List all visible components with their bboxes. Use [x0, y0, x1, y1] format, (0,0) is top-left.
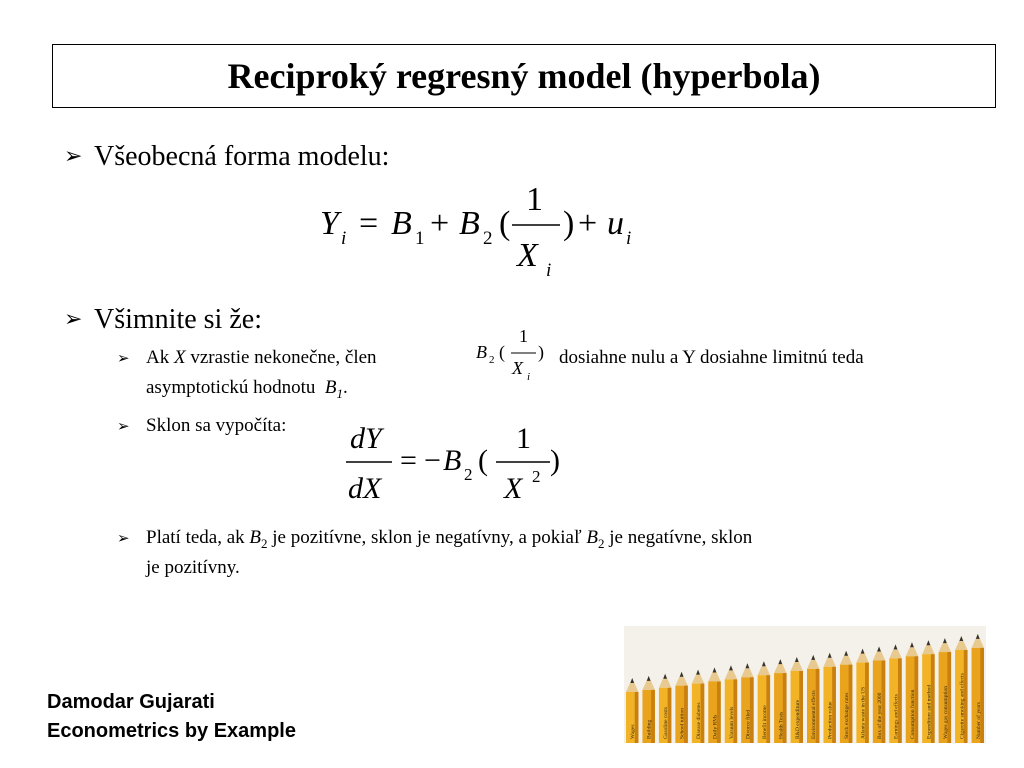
pencil-label: Number of years: [975, 702, 982, 739]
pencil: [725, 665, 737, 743]
pencil: [873, 647, 885, 744]
text-end: je negatívne, sklon: [604, 527, 753, 548]
eq-b2-sub: 2: [483, 228, 493, 249]
pencil-label: R&D expenditure: [794, 699, 801, 739]
arrow-bullet-icon: ➢: [117, 349, 130, 367]
text-dot: .: [343, 377, 348, 398]
pencil: [922, 640, 934, 743]
term-x-sub: i: [527, 371, 531, 383]
slope-equals: =: [400, 444, 417, 477]
eq-numerator: 1: [526, 181, 543, 218]
pencil: [758, 661, 770, 743]
pencil: [889, 644, 901, 743]
sub-bullet-sign: [117, 526, 997, 582]
text-b: B: [324, 377, 337, 398]
text-b-sub: 1: [336, 385, 344, 401]
eq-u-sub: i: [626, 228, 632, 249]
pencil-label: Vacuum levels: [728, 706, 735, 739]
eq-b1-sub: 1: [415, 228, 425, 249]
slope-minus: −: [424, 444, 441, 477]
slide-title: Reciproký regresný model (hyperbola): [227, 56, 821, 96]
title-box: [52, 44, 996, 108]
pencil-label: Building: [646, 719, 653, 739]
term-lparen: (: [499, 342, 505, 362]
text-asymptote: asymptotickú hodnotu: [146, 377, 316, 398]
sub-text-line2: je pozitívny.: [146, 557, 240, 578]
term-rparen: ): [538, 342, 544, 362]
eq-lparen: (: [499, 205, 511, 242]
eq-x-sub: i: [546, 260, 552, 280]
pencil: [741, 663, 753, 743]
slope-dx: dX: [348, 472, 382, 505]
footer-author: Damodar Gujarati: [47, 691, 215, 713]
text-ak: Ak: [146, 347, 174, 368]
eq-rparen: ): [563, 205, 575, 242]
pencil-label: Stock exchange rates: [844, 692, 851, 739]
slope-lparen: (: [478, 444, 488, 477]
sub-text-line1-left: [146, 346, 377, 370]
eq-equals: =: [359, 205, 379, 242]
text-b: B: [249, 527, 262, 548]
arrow-bullet-icon: ➢: [117, 417, 130, 435]
text-clen: vzrastie nekonečne, člen: [185, 347, 377, 368]
pencil: [626, 678, 638, 743]
inline-term: [474, 322, 556, 388]
bullet-general-form: [64, 141, 389, 173]
sub-text-line1: [146, 526, 752, 556]
text-b2-sub: 2: [598, 535, 605, 551]
eq-y: Y: [320, 205, 339, 242]
pencil-label: Disease diabetes: [696, 702, 703, 739]
slope-dy: dY: [350, 422, 382, 455]
pencil: [774, 659, 786, 743]
pencil-label: Daily RMs: [712, 714, 719, 739]
eq-x: X: [517, 237, 538, 274]
slope-rparen: ): [550, 444, 560, 477]
text-b2: B: [586, 527, 598, 548]
sub-bullet-asymptote: [117, 346, 997, 402]
pencil: [659, 674, 671, 743]
pencil-label: Box of the year 2000: [877, 692, 884, 739]
bullet-note: [64, 304, 262, 336]
pencil-label: Cigarette smoking and effects: [959, 673, 966, 739]
text-middle: je pozitívne, sklon je negatívny, a pokiaľ: [267, 527, 587, 548]
text-plati: Platí teda, ak: [146, 527, 250, 548]
pencil-illustration: [624, 626, 986, 743]
pencil-label: Atlanta waste in the US: [860, 686, 867, 739]
pencil: [791, 657, 803, 743]
pencil: [708, 668, 720, 744]
pencil: [972, 634, 984, 743]
eq-u: u: [607, 205, 624, 242]
pencil-label: Divorce filed: [745, 709, 752, 739]
pencil: [856, 649, 868, 743]
pencil-label: Wages: [630, 724, 637, 739]
term-b-sub: 2: [489, 354, 495, 366]
pencil: [692, 670, 704, 743]
text-b-sub: 2: [261, 535, 268, 551]
pencil-label: Consumption function: [909, 689, 916, 739]
pencil-label: School tuition: [679, 707, 686, 739]
arrow-bullet-icon: ➢: [117, 529, 130, 547]
pencil-label: Health Tests: [778, 711, 785, 739]
sub-text: Sklon sa vypočíta:: [146, 415, 287, 436]
slope-x: X: [504, 472, 523, 505]
pencil: [955, 636, 967, 743]
pencil: [840, 651, 852, 743]
bullet-text: Všeobecná forma modelu:: [94, 141, 390, 172]
pencil: [939, 638, 951, 743]
pencil: [906, 642, 918, 743]
term-b: B: [476, 342, 487, 362]
bullet-text: Všimnite si že:: [94, 304, 262, 335]
arrow-bullet-icon: ➢: [64, 144, 83, 169]
pencil-label: Benefit income: [761, 705, 768, 739]
slope-numerator: 1: [516, 422, 531, 455]
pencil-label: Earnings and effects: [893, 694, 900, 739]
pencil-label: Environmental effects: [811, 690, 818, 739]
slope-equation: [340, 418, 580, 508]
sub-text-line1-right: dosiahne nulu a Y dosiahne limitnú teda: [559, 347, 864, 368]
pencil: [675, 672, 687, 743]
eq-y-sub: i: [341, 228, 347, 249]
footer-citation: [47, 688, 296, 746]
pencil: [823, 653, 835, 743]
pencil: [807, 655, 819, 743]
pencils-image: [624, 626, 986, 743]
slope-x-exp: 2: [532, 467, 541, 486]
text-x: X: [173, 347, 186, 368]
footer-book: Econometrics by Example: [47, 720, 296, 742]
pencil-label: Wages gas consumption: [942, 685, 949, 739]
pencil-label: Expenditure and method: [926, 684, 933, 739]
regression-equation: [316, 176, 656, 280]
slope-b-sub: 2: [464, 465, 473, 484]
pencil-label: Production value: [827, 701, 834, 739]
sub-text-line2: [146, 376, 348, 406]
slope-b: B: [443, 444, 462, 477]
pencil-label: Gasoline costs: [663, 707, 670, 739]
eq-plus-2: +: [578, 205, 598, 242]
eq-b1: B: [391, 205, 412, 242]
term-x: X: [512, 358, 523, 378]
eq-b2: B: [459, 205, 480, 242]
eq-plus: +: [430, 205, 450, 242]
arrow-bullet-icon: ➢: [64, 307, 83, 332]
term-numerator: 1: [519, 326, 528, 346]
pencil: [642, 676, 654, 743]
